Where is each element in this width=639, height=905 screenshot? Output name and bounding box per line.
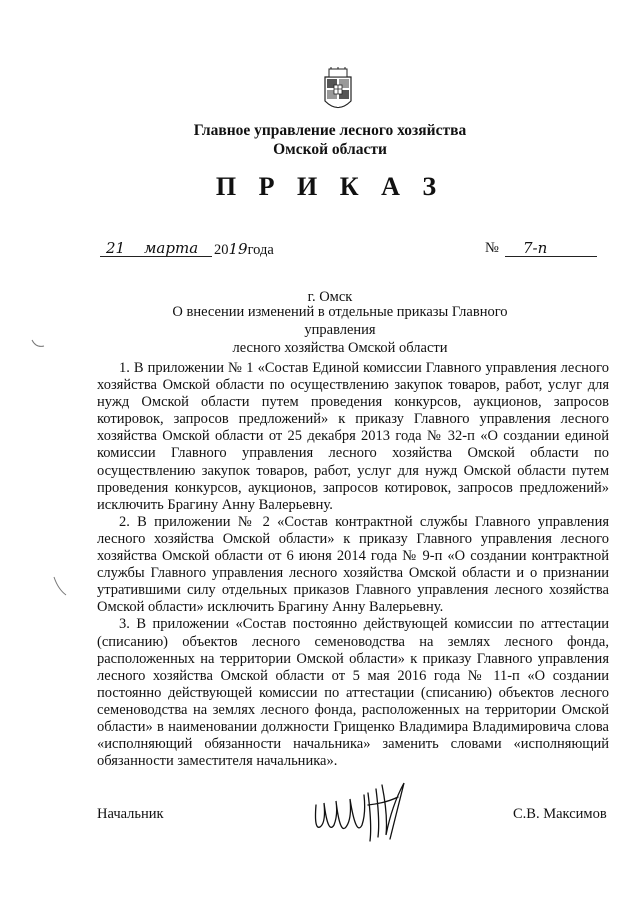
date-day: 21 [106, 239, 126, 257]
date-year [214, 240, 274, 259]
date-suffix: года [247, 242, 274, 258]
document-body [97, 360, 609, 770]
scan-margin-mark [30, 336, 46, 352]
signatory-name: С.В. Максимов [513, 806, 607, 822]
document-type-title: П Р И К А З [215, 172, 445, 201]
paragraph-1: 1. В приложении № 1 «Состав Единой комиссии Главного управления лесного хозяйства Омской области по осуществлению закупок товаров, работ, услуг для нужд Омской области путем проведения конкурсов, аукционов, запросов котировок, запросов предложений» к приказу Главного управления лесного хозяйства Омской области от 25 декабря 2013 года № 32-п «О создании единой комиссии Главного управления лесного хозяйства Омской области по осуществлению закупок товаров, работ, услуг для нужд Омской области путем проведения конкурсов, аукционов, запросов котировок, запросов предложений» исключить Брагину Анну Валерьевну. [97, 360, 609, 513]
organization-line-1: Главное управление лесного хозяйства [193, 122, 467, 139]
organization-line-2: Омской области [273, 141, 387, 158]
order-number [485, 238, 600, 260]
number-value: 7-п [523, 239, 548, 257]
organization-name [120, 121, 540, 159]
date-month: марта [144, 239, 199, 257]
number-underline [505, 256, 597, 257]
coat-of-arms-icon [323, 67, 353, 115]
date-year-handwritten: 19 [228, 240, 248, 258]
handwritten-signature [306, 775, 426, 855]
city: г. Омск [307, 289, 353, 305]
order-date [98, 238, 283, 260]
date-year-prefix: 20 [214, 242, 229, 258]
paragraph-2: 2. В приложении № 2 «Состав контрактной службы Главного управления лесного хозяйства Омской области» к приказу Главного управления лесного хозяйства Омской области от 6 июня 2014 года № 9-п «О создании контрактной службы Главного управления лесного хозяйства Омской области и о признании утратившими силу отдельных приказов Главного управления лесного хозяйства Омской области» исключить Брагину Анну Валерьевну. [97, 513, 609, 616]
subject-line-2: лесного хозяйства Омской области [232, 340, 448, 356]
paragraph-3: 3. В приложении «Состав постоянно действующей комиссии по аттестации (списанию) объектов лесного семеноводства на землях лесного фонда, расположенных на территории Омской области» к приказу Главного управления лесного хозяйства Омской области от 5 мая 2016 года № 11-п «О создании постоянно действующей комиссии по аттестации (списанию) объектов лесного семеноводства на землях лесного фонда, расположенных на территории Омской области» в наименовании должности Грищенко Владимира Владимировича слова «исполняющий обязанности начальника» заменить словами «исполняющий обязанности заместителя начальника». [97, 616, 609, 770]
scan-margin-mark [52, 575, 68, 599]
subject-line-1: О внесении изменений в отдельные приказы Главного управления [172, 304, 508, 338]
number-sign: № [485, 240, 499, 256]
signatory-position: Начальник [97, 806, 164, 822]
document-subject [140, 303, 540, 357]
